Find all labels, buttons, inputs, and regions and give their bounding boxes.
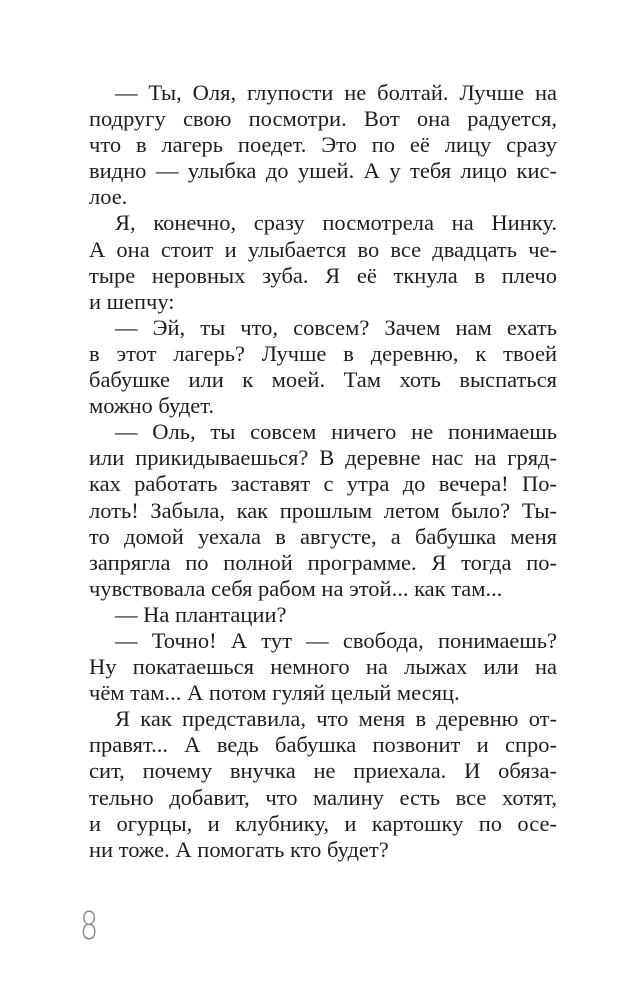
text-line: и шепчу: (89, 288, 175, 314)
text-line: можно будет. (89, 393, 215, 419)
text-line: сит, почему внучка не приехала. И обяза- (89, 758, 557, 784)
text-line: тельно добавит, что малину есть все хотят, (89, 784, 557, 810)
text-line: — Ты, Оля, глупости не болтай. Лучше на (115, 80, 557, 105)
text-line: запрягла по полной программе. Я тогда по- (89, 549, 557, 575)
text-line: — Оль, ты совсем ничего не понимаешь (115, 419, 557, 445)
text-line: то домой уехала в августе, а бабушка меня (89, 523, 557, 549)
text-line: — На плантации? (115, 601, 287, 627)
text-line: и огурцы, и клубнику, и картошку по осе- (89, 810, 557, 836)
text-line: лое. (89, 184, 128, 210)
text-line: бабушке или к моей. Там хоть выспаться (89, 367, 557, 393)
text-line: чувствовала себя рабом на этой... как там... (89, 575, 503, 601)
text-line: что в лагерь поедет. Это по её лицу сразу (89, 132, 557, 158)
text-line: А она стоит и улыбается во все двадцать че- (89, 236, 557, 262)
text-line: Я, конечно, сразу посмотрела на Нинку. (115, 210, 557, 236)
text-line: чём там... А потом гуляй целый месяц. (89, 680, 460, 706)
text-line: тыре неровных зуба. Я её ткнула в плечо (89, 262, 557, 288)
text-line: Я как представила, что меня в деревню от- (115, 706, 557, 732)
page-number: 8 (80, 904, 99, 948)
text-line: подругу свою посмотри. Вот она радуется, (89, 106, 557, 132)
text-line: ни тоже. А помогать кто будет? (89, 836, 389, 862)
text-line: или прикидываешься? В деревне нас на гряд- (89, 445, 557, 471)
text-line: в этот лагерь? Лучше в деревню, к твоей (89, 340, 557, 366)
text-line: — Эй, ты что, совсем? Зачем нам ехать (115, 314, 557, 340)
body-text (89, 80, 557, 863)
text-line: лоть! Забыла, как прошлым летом было? Ты- (89, 497, 557, 523)
text-line: ках работать заставят с утра до вечера! По- (89, 471, 557, 497)
text-line: видно — улыбка до ушей. А у тебя лицо кис- (89, 158, 557, 184)
text-line: правят... А ведь бабушка позвонит и спро- (89, 732, 557, 758)
text-line: — Точно! А тут — свобода, понимаешь? (115, 627, 557, 653)
text-line: Ну покатаешься немного на лыжах или на (89, 654, 557, 680)
